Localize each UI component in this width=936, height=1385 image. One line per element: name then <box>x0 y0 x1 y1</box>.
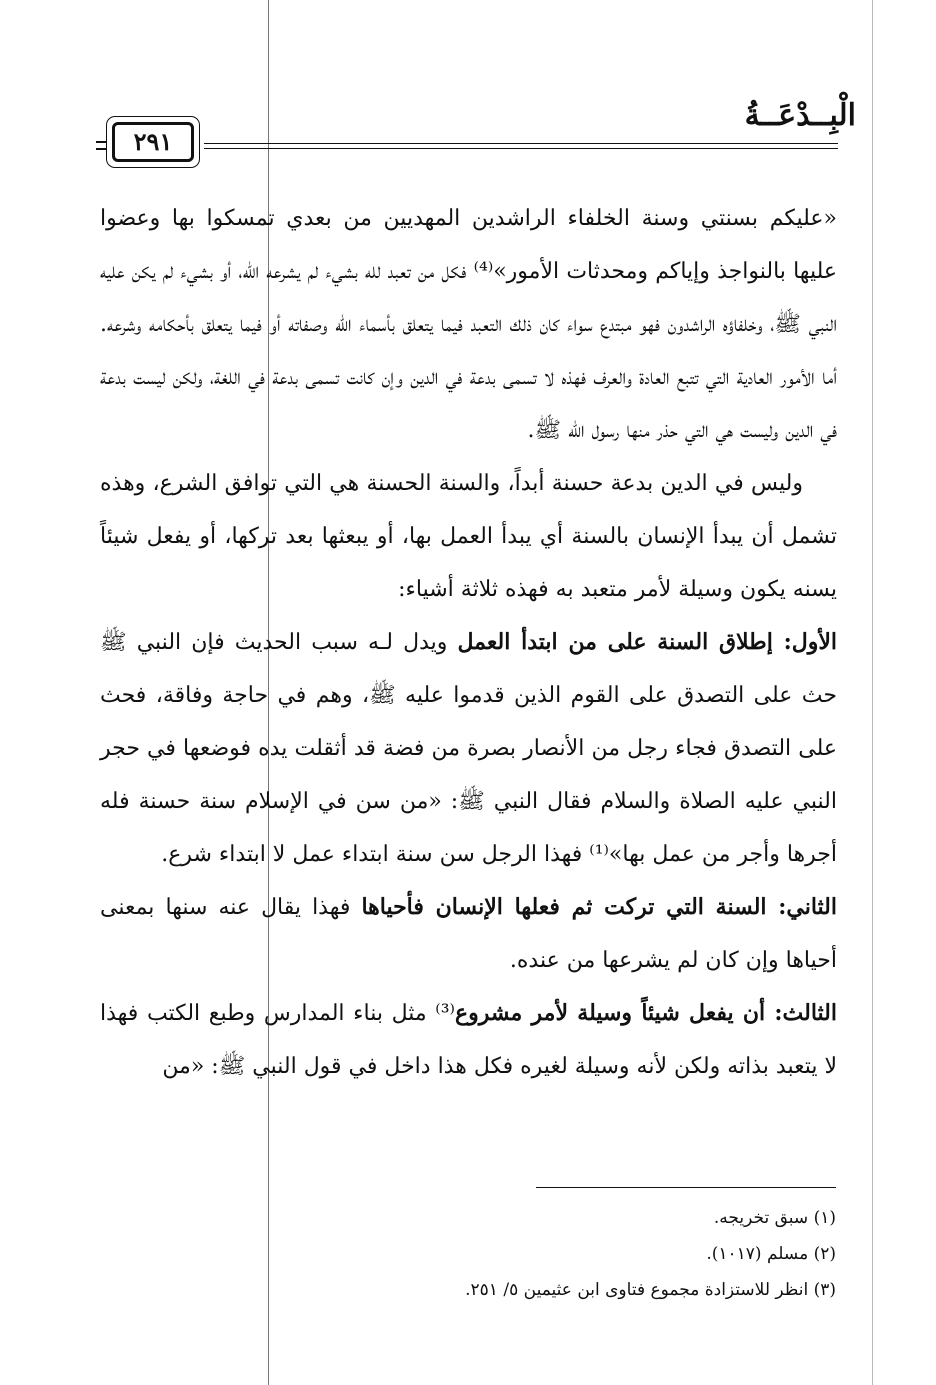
footnote-item: (١) سبق تخريجه. <box>713 1208 836 1228</box>
page-number: ٢٩١ <box>112 122 194 162</box>
paragraph-text: «عليكم بسنتي وسنة الخلفاء الراشدين المهديين من بعدي تمسكوا بها وعضوا عليها بالنواجذ وإياكم ومحدثات الأمور»⁽⁴⁾ فكل من تعبد لله بشيء لم يشرعه الله، أو بشيء لم يكن عليه النبي ﷺ، وخلفاؤه الراشدون فهو مبتدع سواء كان ذلك التعبد فيما يتعلق بأسماء الله وصفاته أو فيما يتعلق بأحكامه وشرعه. أما الأمور العادية التي تتبع العادة والعرف فهذه لا تسمى بدعة في الدين وإن كانت تسمى بدعة في اللغة، ولكن ليست بدعة في الدين وليست هي التي حذر منها رسول الله ﷺ. <box>100 206 837 443</box>
footnote-item: (٣) انظر للاستزادة مجموع فتاوى ابن عثيمين ٥/ ٢٥١. <box>465 1280 836 1300</box>
paragraph-third <box>100 987 837 1093</box>
main-text <box>100 192 837 1093</box>
header-rule-bottom <box>204 148 838 149</box>
paragraph-text: ⁽³⁾ مثل بناء المدارس وطبع الكتب فهذا لا يتعبد بذاته ولكن لأنه وسيلة لغيره فكل هذا داخل في قول النبي ﷺ: «من <box>100 1001 837 1079</box>
paragraph-intro <box>100 192 837 457</box>
header-tick <box>96 148 106 150</box>
footnote-separator <box>536 1187 836 1188</box>
paragraph-lead: الأول: إطلاق السنة على من ابتدأ العمل <box>457 629 837 655</box>
paragraph-sunnah-hasanah <box>100 457 837 616</box>
header-tick <box>96 141 106 143</box>
footnote-item: (٢) مسلم (١٠١٧). <box>706 1244 836 1264</box>
paragraph-lead: الثاني: السنة التي تركت ثم فعلها الإنسان فأحياها <box>361 894 837 920</box>
paragraph-first <box>100 616 837 881</box>
paragraph-text: وليس في الدين بدعة حسنة أبداً، والسنة الحسنة هي التي توافق الشرع، وهذه تشمل أن يبدأ الإنسان بالسنة أي يبدأ العمل بها، أو يبعثها بعد تركها، أو يفعل شيئاً يسنه يكون وسيلة لأمر متعبد به فهذه ثلاثة أشياء: <box>100 471 837 602</box>
header-rule-top <box>204 143 838 144</box>
paragraph-text: فهذا يقال عنه سنها بمعنى أحياها وإن كان لم يشرعها من عنده. <box>100 895 837 973</box>
scan-edge-line-right <box>872 0 873 1385</box>
paragraph-second <box>100 881 837 987</box>
paragraph-text: ويدل لـه سبب الحديث فإن النبي ﷺ حث على التصدق على القوم الذين قدموا عليه ﷺ، وهم في حاجة وفاقة، فحث على التصدق فجاء رجل من الأنصار بصرة من فضة قد أثقلت يده فوضعها في حجر النبي عليه الصلاة والسلام فقال النبي ﷺ: «من سن في الإسلام سنة حسنة فله أجرها وأجر من عمل بها»⁽¹⁾ فهذا الرجل سن سنة ابتداء عمل لا ابتداء شرع. <box>100 630 837 867</box>
footnotes <box>300 1200 836 1308</box>
page-title: الْبِــدْعَــةُ <box>744 98 856 133</box>
paragraph-lead: الثالث: أن يفعل شيئاً وسيلة لأمر مشروع <box>454 1000 837 1026</box>
